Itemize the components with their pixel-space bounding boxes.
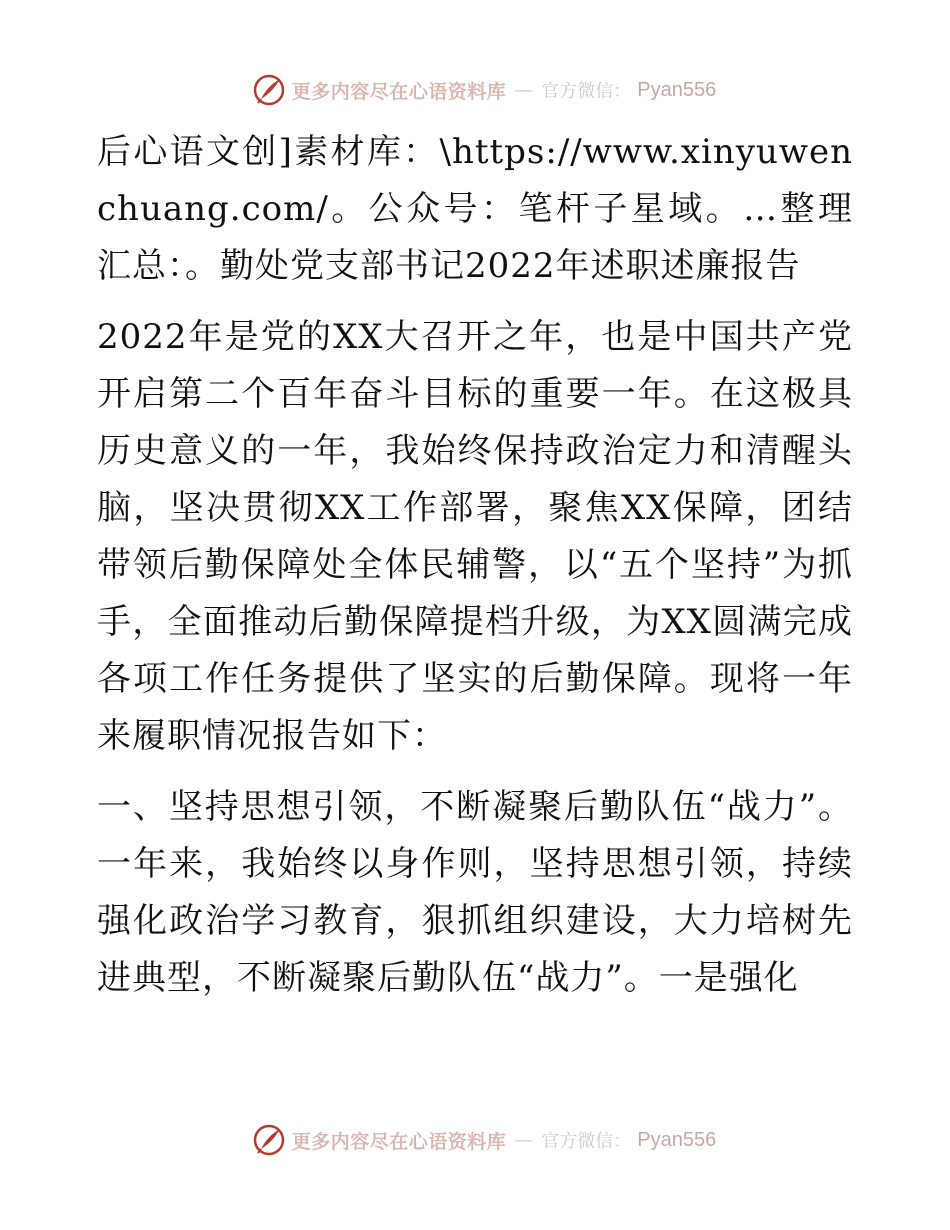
footer-watermark (0, 1120, 950, 1160)
watermark-wechat-id: Pyan556 (637, 78, 717, 101)
paragraph-overview: 2022年是党的XX大召开之年，也是中国共产党开启第二个百年奋斗目标的重要一年。在这极具历史意义的一年，我始终保持政治定力和清醒头脑，坚决贯彻XX工作部署，聚焦XX保障，团结带领后勤保障处全体民辅警，以“五个坚持”为抓手，全面推动后勤保障提档升级，为XX圆满完成各项工作任务提供了坚实的后勤保障。现将一年来履职情况报告如下： (97, 317, 853, 756)
watermark-site-text: 更多内容尽在心语资料库 (291, 1130, 507, 1153)
paragraph-intro: 后心语文创]素材库：\https://www.xinyuwenchuang.com/。公众号：笔杆子星域。…整理汇总：。勤处党支部书记2022年述职述廉报告 (97, 132, 853, 286)
watermark-separator: — (514, 79, 534, 101)
watermark-wechat-id: Pyan556 (637, 1128, 717, 1151)
feather-pen-icon (252, 73, 286, 107)
document-body (97, 124, 853, 1007)
feather-pen-icon (252, 1123, 286, 1157)
watermark-label: 官方微信： (541, 1131, 632, 1152)
watermark-separator: — (514, 1129, 534, 1151)
watermark-site-text: 更多内容尽在心语资料库 (291, 80, 507, 103)
watermark-label: 官方微信： (541, 81, 632, 102)
paragraph-section-one: 一、坚持思想引领，不断凝聚后勤队伍“战力”。一年来，我始终以身作则，坚持思想引领，持续强化政治学习教育，狠抓组织建设，大力培树先进典型，不断凝聚后勤队伍“战力”。一是强化 (97, 787, 853, 998)
header-watermark (0, 70, 950, 110)
